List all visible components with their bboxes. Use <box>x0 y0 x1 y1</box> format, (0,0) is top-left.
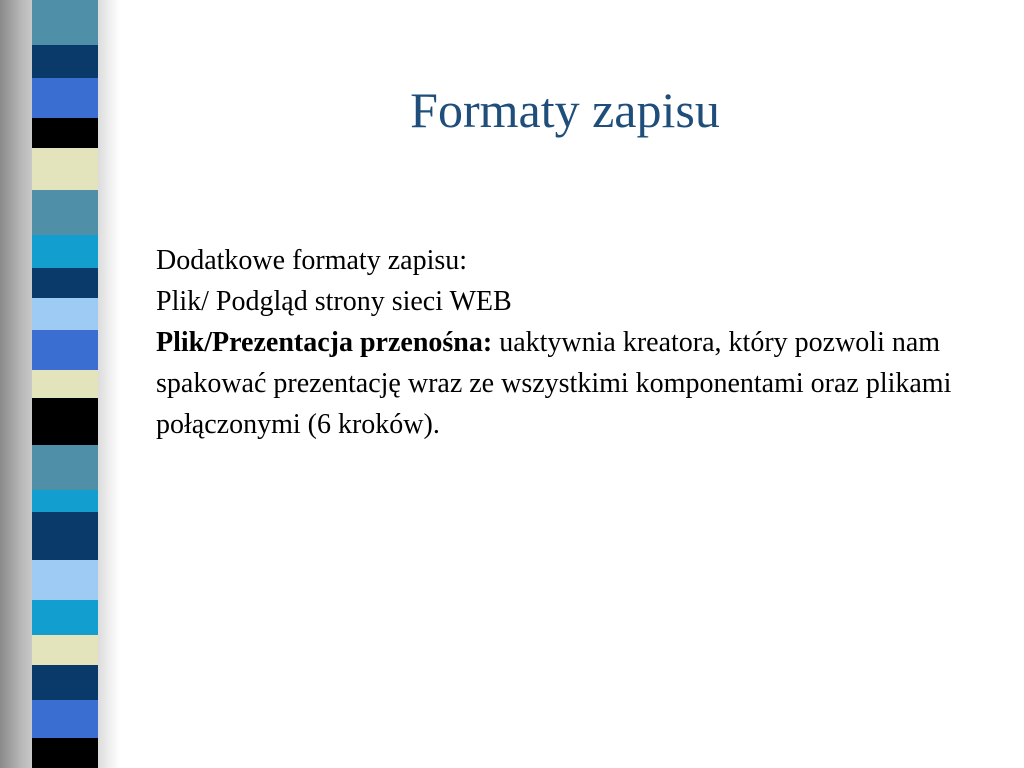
strip-segment <box>32 398 98 445</box>
strip-segment <box>32 148 98 190</box>
slide-title: Formaty zapisu <box>410 82 720 138</box>
strip-segment <box>32 600 98 635</box>
strip-segment <box>32 0 98 45</box>
body-bold-label: Plik/Prezentacja przenośna: <box>156 327 493 358</box>
strip-segment <box>32 445 98 490</box>
strip-segment <box>32 268 98 298</box>
body-line-2: Plik/ Podgląd strony sieci WEB <box>156 286 512 317</box>
strip-segment <box>32 78 98 118</box>
decorative-color-strip <box>32 0 98 768</box>
strip-segment <box>32 330 98 370</box>
strip-segment <box>32 118 98 148</box>
strip-segment <box>32 235 98 268</box>
strip-segment <box>32 738 98 768</box>
strip-segment <box>32 298 98 330</box>
strip-segment <box>32 665 98 700</box>
strip-segment <box>32 512 98 560</box>
strip-segment <box>32 560 98 600</box>
body-paragraph-text: uaktywnia kreatora, który pozwoli nam spakować prezentację wraz ze wszystkimi komponentami oraz plikami połączonymi (6 kroków). <box>156 327 952 440</box>
slide-body <box>156 240 956 445</box>
body-line-1: Dodatkowe formaty zapisu: <box>156 245 468 276</box>
body-paragraph <box>156 322 956 445</box>
strip-segment <box>32 635 98 665</box>
strip-segment <box>32 700 98 738</box>
strip-segment <box>32 45 98 78</box>
strip-segment <box>32 370 98 398</box>
strip-segment <box>32 490 98 512</box>
strip-segment <box>32 190 98 235</box>
